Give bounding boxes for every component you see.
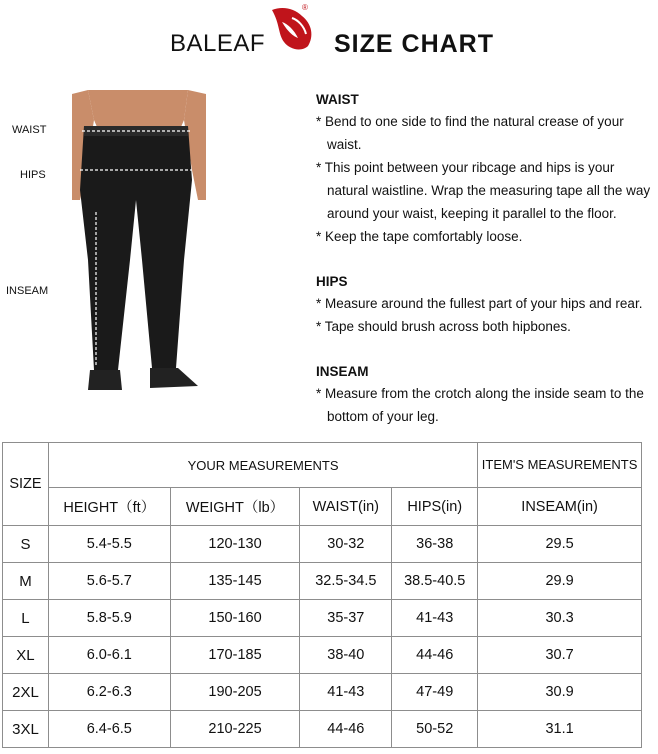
weight-cell: 150-160 [170, 600, 300, 637]
inseam-cell: 30.7 [478, 637, 642, 674]
hips-cell: 41-43 [392, 600, 478, 637]
model-left-shoe [88, 370, 122, 390]
page-title: SIZE CHART [334, 30, 494, 58]
model-label-inseam: INSEAM [6, 285, 49, 297]
column-header-height: HEIGHT（ft） [48, 488, 170, 526]
size-cell: 3XL [3, 711, 49, 748]
inseam-cell: 30.9 [478, 674, 642, 711]
weight-cell: 135-145 [170, 563, 300, 600]
inseam-cell: 31.1 [478, 711, 642, 748]
waist-cell: 35-37 [300, 600, 392, 637]
table-header-row [3, 443, 642, 488]
inseam-bullet: * Measure from the crotch along the inside seam to the bottom of your leg. [316, 386, 644, 424]
table-row [3, 711, 642, 748]
model-pants [80, 126, 192, 370]
your-measurements-header: YOUR MEASUREMENTS [48, 443, 477, 488]
height-cell: 6.4-6.5 [48, 711, 170, 748]
weight-cell: 120-130 [170, 526, 300, 563]
waist-cell: 38-40 [300, 637, 392, 674]
model-label-hips: HIPS [20, 169, 46, 181]
inseam-cell: 29.5 [478, 526, 642, 563]
weight-cell: 210-225 [170, 711, 300, 748]
inseam-title: INSEAM [316, 364, 369, 379]
height-cell: 6.0-6.1 [48, 637, 170, 674]
measurement-instructions [316, 88, 656, 428]
column-header-inseam: INSEAM(in) [478, 488, 642, 526]
hips-cell: 36-38 [392, 526, 478, 563]
table-row [3, 526, 642, 563]
size-cell: 2XL [3, 674, 49, 711]
size-chart-table [2, 442, 642, 748]
column-header-waist: WAIST(in) [300, 488, 392, 526]
registered-mark: ® [302, 3, 308, 12]
waist-cell: 30-32 [300, 526, 392, 563]
inseam-cell: 30.3 [478, 600, 642, 637]
model-label-waist: WAIST [12, 124, 47, 136]
hips-title: HIPS [316, 274, 348, 289]
waist-bullet: * This point between your ribcage and hips is your natural waistline. Wrap the measuring tape all the way around your waist, keeping it parallel to the floor. [316, 160, 651, 221]
size-header: SIZE [3, 443, 49, 526]
column-header-weight: WEIGHT（lb） [170, 488, 300, 526]
height-cell: 5.8-5.9 [48, 600, 170, 637]
weight-cell: 190-205 [170, 674, 300, 711]
model-right-shoe [150, 368, 198, 388]
table-row [3, 637, 642, 674]
height-cell: 5.4-5.5 [48, 526, 170, 563]
size-cell: M [3, 563, 49, 600]
hips-cell: 44-46 [392, 637, 478, 674]
brand-name: BALEAF [170, 30, 266, 57]
size-cell: L [3, 600, 49, 637]
table-row [3, 563, 642, 600]
model-figure [70, 90, 210, 400]
waist-cell: 44-46 [300, 711, 392, 748]
table-row [3, 674, 642, 711]
items-measurements-header: ITEM'S MEASUREMENTS [478, 443, 642, 488]
header [0, 0, 658, 70]
hips-cell: 38.5-40.5 [392, 563, 478, 600]
table-row [3, 600, 642, 637]
waist-cell: 32.5-34.5 [300, 563, 392, 600]
hips-bullet: * Measure around the fullest part of your hips and rear. [316, 296, 643, 311]
height-cell: 5.6-5.7 [48, 563, 170, 600]
size-cell: XL [3, 637, 49, 674]
size-cell: S [3, 526, 49, 563]
column-header-hips: HIPS(in) [392, 488, 478, 526]
waist-bullet: * Keep the tape comfortably loose. [316, 229, 523, 244]
brand-leaf-logo-icon [268, 4, 320, 52]
weight-cell: 170-185 [170, 637, 300, 674]
waist-bullet: * Bend to one side to find the natural crease of your waist. [316, 114, 624, 152]
table-subheader-row [3, 488, 642, 526]
hips-cell: 47-49 [392, 674, 478, 711]
waist-cell: 41-43 [300, 674, 392, 711]
hips-cell: 50-52 [392, 711, 478, 748]
waist-title: WAIST [316, 92, 359, 107]
inseam-cell: 29.9 [478, 563, 642, 600]
height-cell: 6.2-6.3 [48, 674, 170, 711]
hips-bullet: * Tape should brush across both hipbones. [316, 319, 571, 334]
